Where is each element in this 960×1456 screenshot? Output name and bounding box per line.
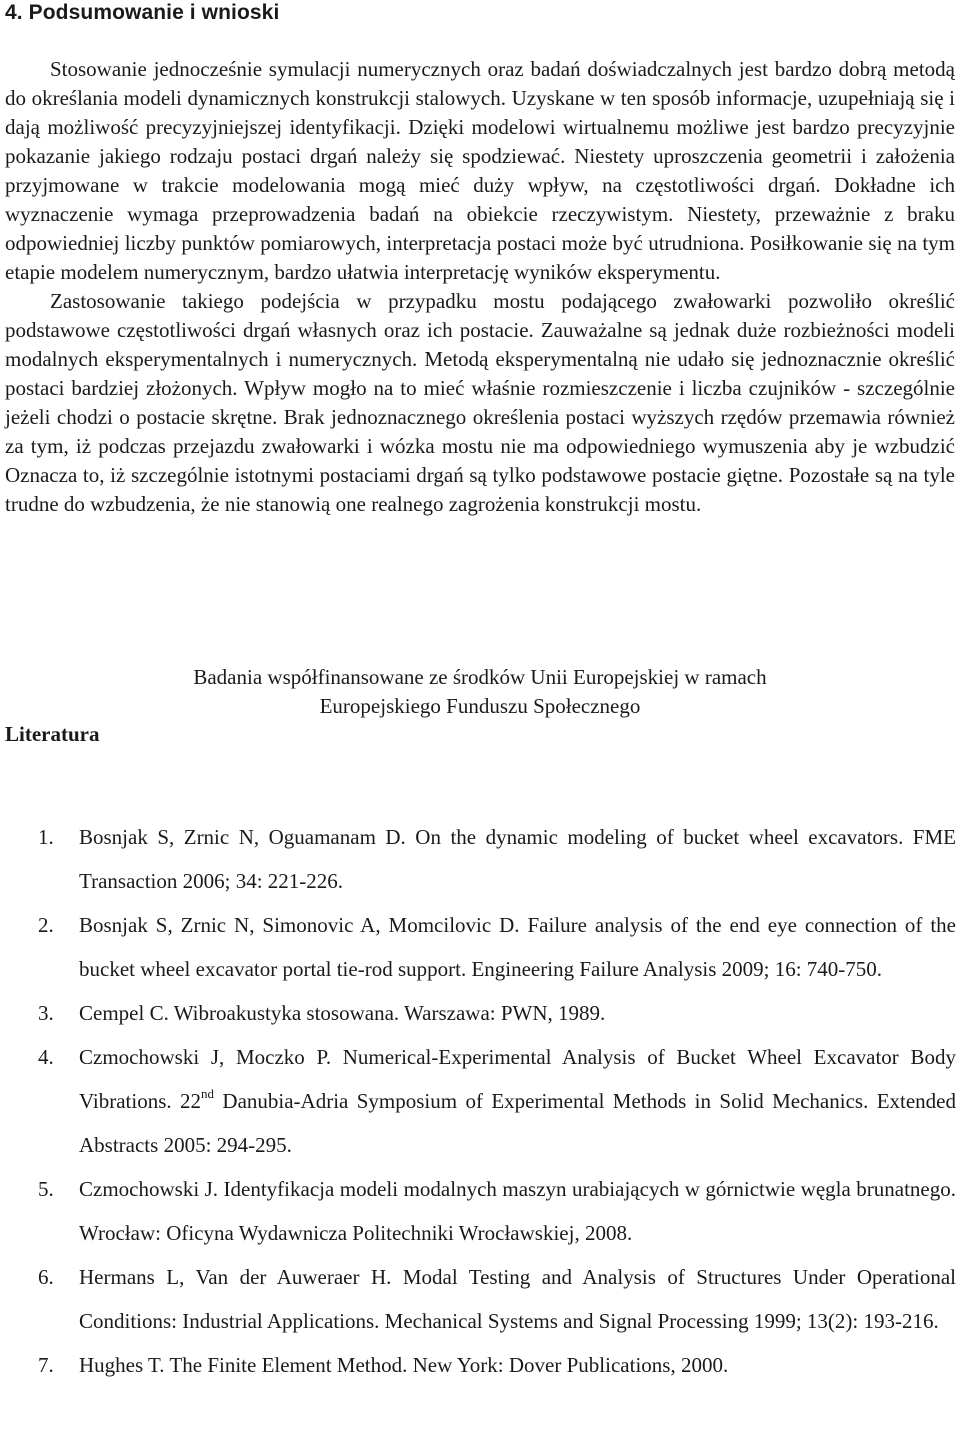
sentence: Zastosowanie takiego podejścia w przypadku mostu podającego zwałowarki pozwoliło określić podstawowe częstotliwości drgań własnych oraz ich postacie. <box>5 289 955 342</box>
paragraph-2 <box>5 287 955 519</box>
reference-text: Cempel C. Wibroakustyka stosowana. Warszawa: PWN, 1989. <box>79 1001 606 1025</box>
sentence: Pozostałe są na tyle trudne do wzbudzenia, że nie stanowią one realnego zagrożenia konstrukcji mostu. <box>5 463 956 516</box>
section-heading: 4. Podsumowanie i wnioski <box>5 1 280 24</box>
reference-item <box>0 1167 960 1255</box>
sentence: Dokładne ich wyznaczenie wymaga przeprowadzenia badań na obiekcie rzeczywistym. <box>5 173 955 226</box>
reference-text: Czmochowski J. Identyfikacja modeli modalnych maszyn urabiających w górnictwie węgla brunatnego. Wrocław: Oficyna Wydawnicza Politechniki Wrocławskiej, 2008. <box>79 1177 956 1245</box>
reference-number: 7. <box>38 1353 54 1377</box>
sentence: Niestety, przeważnie z braku odpowiedniej liczby punktów pomiarowych, interpretacja postaci może być utrudniona. <box>5 202 955 255</box>
sentence: Metodą eksperymentalną nie udało się jednoznacznie określić postaci bardziej złożonych. <box>5 347 956 400</box>
reference-text-part: Danubia-Adria Symposium of Experimental Methods in Solid Mechanics. Extended Abstracts 2005: 294-295. <box>79 1089 956 1157</box>
reference-item <box>0 1035 960 1167</box>
sentence: Brak jednoznacznego określenia postaci wyższych rzędów przemawia również za tym, iż podczas przejazdu zwałowarki i wózka mostu nie ma odpowiedniego wymuszenia aby je wzbudzić Oznacza to, iż szczególnie istotnymi postaciami drgań są tylko podstawowe postacie giętne. <box>5 405 956 487</box>
reference-list <box>0 815 960 1387</box>
reference-number: 1. <box>38 825 54 849</box>
summary-body <box>5 55 955 519</box>
funding-line-1: Badania współfinansowane ze środków Unii Europejskiej w ramach <box>193 665 767 689</box>
reference-item <box>0 1255 960 1343</box>
funding-line-2: Europejskiego Funduszu Społecznego <box>319 694 641 718</box>
sentence: Uzyskane w ten sposób informacje, uzupełniają się i dają możliwość precyzyjniejszej identyfikacji. <box>5 86 955 139</box>
reference-text: Hughes T. The Finite Element Method. New York: Dover Publications, 2000. <box>79 1353 729 1377</box>
reference-number: 4. <box>38 1045 54 1069</box>
literature-heading: Literatura <box>5 722 100 746</box>
reference-text: Bosnjak S, Zrnic N, Simonovic A, Momcilovic D. Failure analysis of the end eye connection of the bucket wheel excavator portal tie-rod support. Engineering Failure Analysis 2009; 16: 740-750. <box>79 913 956 981</box>
sentence: Niestety uproszczenia geometrii i założenia przyjmowane w trakcie modelowania mogą mieć duży wpływ, na częstotliwości drgań. <box>5 144 955 197</box>
reference-number: 6. <box>38 1265 54 1289</box>
paragraph-1 <box>5 55 955 287</box>
sentence: Zauważalne są jednak duże rozbieżności modeli modalnych eksperymentalnych i numerycznych. <box>5 318 956 371</box>
reference-text: Hermans L, Van der Auweraer H. Modal Testing and Analysis of Structures Under Operational Conditions: Industrial Applications. Mechanical Systems and Signal Processing 1999; 13(2): 193-216. <box>79 1265 956 1333</box>
sentence: Posiłkowanie się na tym etapie modelem numerycznym, bardzo ułatwia interpretację wyników eksperymentu. <box>5 231 956 284</box>
reference-text-part: Czmochowski J, Moczko P. Numerical-Experimental Analysis of Bucket Wheel Excavator Body Vibrations. 22 <box>79 1045 956 1113</box>
reference-text: Bosnjak S, Zrnic N, Oguamanam D. On the dynamic modeling of bucket wheel excavators. FME Transaction 2006; 34: 221-226. <box>79 825 956 893</box>
reference-item <box>0 991 960 1035</box>
sentence: Wpływ mogło na to mieć właśnie rozmieszczenie i liczba czujników - szczególnie jeżeli chodzi o postacie skrętne. <box>5 376 955 429</box>
funding-note <box>60 663 900 721</box>
reference-text <box>79 1035 956 1167</box>
reference-number: 2. <box>38 913 54 937</box>
ordinal-superscript: nd <box>201 1086 215 1101</box>
reference-number: 3. <box>38 1001 54 1025</box>
sentence: Dzięki modelowi wirtualnemu możliwe jest bardzo precyzyjnie pokazanie jakiego rodzaju postaci drgań należy się spodziewać. <box>5 115 955 168</box>
sentence: Stosowanie jednocześnie symulacji numerycznych oraz badań doświadczalnych jest bardzo dobrą metodą do określania modeli dynamicznych konstrukcji stalowych. <box>5 57 955 110</box>
reference-item <box>0 903 960 991</box>
reference-number: 5. <box>38 1177 54 1201</box>
reference-item <box>0 815 960 903</box>
reference-item <box>0 1343 960 1387</box>
